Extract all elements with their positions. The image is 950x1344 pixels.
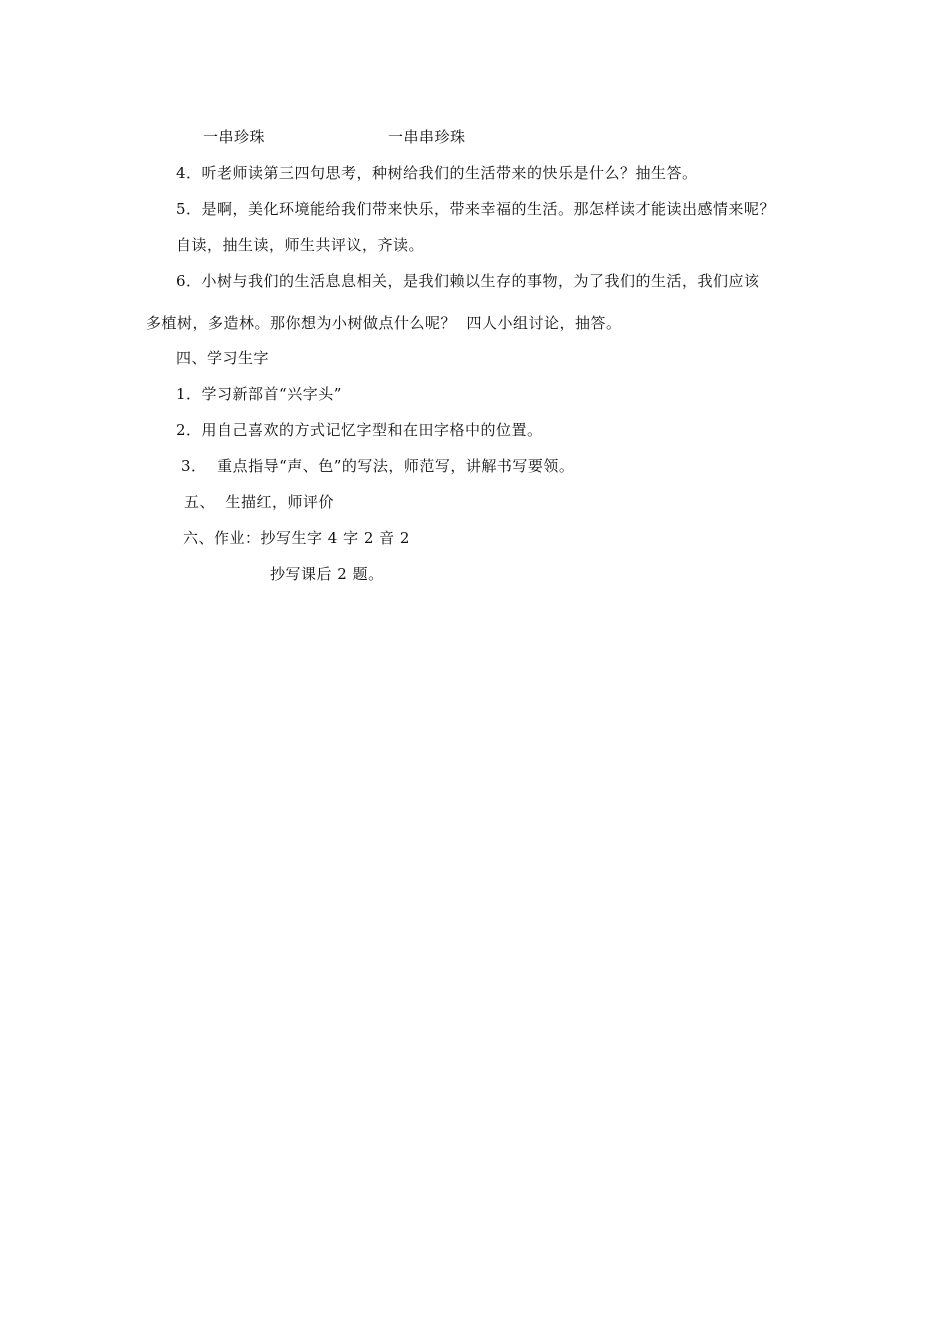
section-4-item-2: 2．用自己喜欢的方式记忆字型和在田字格中的位置。 xyxy=(176,421,543,439)
section-6-heading: 六、作业：抄写生字 4 字 2 音 2 xyxy=(183,529,410,547)
section-6-continuation: 抄写课后 2 题。 xyxy=(270,565,384,583)
section-4-heading: 四、学习生字 xyxy=(176,349,270,367)
step-6-text: 6．小树与我们的生活息息相关，是我们赖以生存的事物，为了我们的生活，我们应该 xyxy=(176,272,760,290)
step-5-text: 5．是啊，美化环境能给我们带来快乐，带来幸福的生活。那怎样读才能读出感情来呢？ xyxy=(176,200,776,218)
section-5-heading: 五、 生描红，师评价 xyxy=(184,493,335,511)
step-4-text: 4．听老师读第三四句思考，种树给我们的生活带来的快乐是什么？抽生答。 xyxy=(176,164,698,182)
section-4-item-3: 3． 重点指导“声、色”的写法，师范写，讲解书写要领。 xyxy=(181,457,575,475)
step-6-continuation: 多植树，多造林。那你想为小树做点什么呢？ 四人小组讨论，抽答。 xyxy=(146,314,622,332)
step-5-continuation: 自读，抽生读，师生共评议，齐读。 xyxy=(176,236,425,254)
section-4-item-1: 1．学习新部首“兴字头” xyxy=(176,385,342,403)
phrase-one-string-pearls: 一串珍珠 xyxy=(203,128,266,146)
phrase-strings-of-pearls: 一串串珍珠 xyxy=(388,128,466,146)
